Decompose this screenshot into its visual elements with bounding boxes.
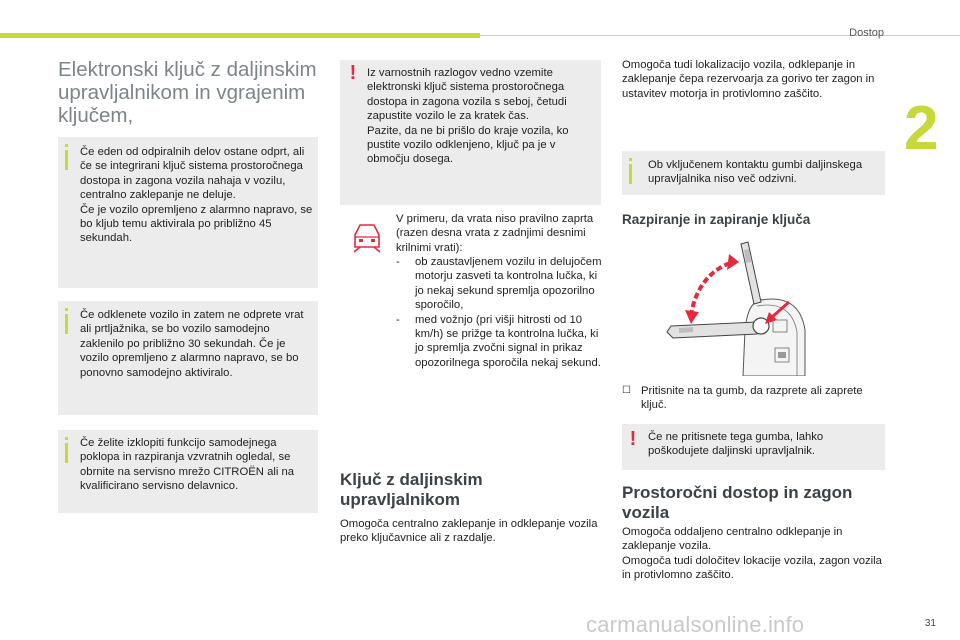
list-item: ☐ Pritisnite na ta gumb, da razprete ali zaprete ključ. — [622, 385, 863, 412]
remote-key-heading: Ključ z daljinskim upravljalnikom — [340, 470, 483, 509]
info-icon — [65, 150, 68, 170]
info-icon — [65, 314, 68, 334]
warning-icon: ! — [629, 428, 637, 450]
chapter-number: 2 — [904, 94, 939, 163]
handsfree-heading: Prostoročni dostop in zagon vozila — [622, 483, 853, 522]
key-fold-illustration — [665, 240, 827, 376]
info-box-3-text: Če želite izklopiti funkcijo samodejnega poklopa in razpiranja vzvratnih ogledal, se obrnite na servisno mrežo CITROËN ali na kvalificirano servisno delavnico. — [80, 437, 295, 493]
remote-key-body: Omogoča centralno zaklepanje in odklepanje vozila preko ključavnice ali z razdalje. — [340, 518, 598, 545]
header-accent-bar — [0, 33, 480, 38]
info-box-4 — [622, 151, 885, 195]
header-rule — [480, 35, 960, 36]
section-label: Dostop — [849, 27, 884, 39]
info-box-1-text: Če eden od odpiralnih delov ostane odprt, ali če se integrirani ključ sistema prostoročnega dostopa in zagona vozila nahaja v vozilu, centralno zaklepanje ne deluje. Če je vozilo opremljeno z alarmno napravo, se bo kljub temu aktivirala po približno 45 sekundah. — [80, 146, 313, 245]
door-open-warning-icon — [352, 220, 382, 254]
bullet-arrow-icon: ☐ — [622, 385, 631, 396]
info-box-2 — [58, 301, 318, 415]
example-list — [396, 255, 604, 370]
warning-box-text: Iz varnostnih razlogov vedno vzemite elektronski ključ sistema prostoročnega dostopa in zagona vozila s seboj, četudi zapustite vozilo le za kratek čas. Pazite, da ne bi prišlo do kraje vozila, ko pustite vozilo odklenjeno, ključ pa je v območju dosega. — [367, 67, 569, 166]
page-number: 31 — [924, 618, 936, 629]
info-box-2-text: Če odklenete vozilo in zatem ne odprete vrat ali prtljažnika, se bo vozilo samodejno zaklenilo po približno 30 sekundah. Če je vozilo opremljeno z alarmno napravo, se bo ponovno samodejno aktiviralo. — [80, 309, 304, 379]
warning-box-2 — [622, 424, 885, 470]
example-intro: V primeru, da vrata niso pravilno zaprta (razen desna vrata z zadnjimi desnimi krilnimi vrati): — [396, 213, 594, 254]
info-box-4-text: Ob vključenem kontaktu gumbi daljinskega upravljalnika niso več odzivni. — [648, 159, 863, 186]
key-fold-instructions — [622, 384, 884, 413]
watermark: carmanualsonline.info — [586, 612, 805, 637]
col3-intro: Omogoča tudi lokalizacijo vozila, odklepanje in zaklepanje čepa rezervoarja za gorivo ter zagon in ustavitev motorja in protivlomno zaščito. — [622, 59, 875, 100]
page-title: Elektronski ključ z daljinskim upravljalnikom in vgrajenim ključem, — [58, 58, 317, 127]
warning-icon: ! — [349, 62, 357, 84]
info-box-3 — [58, 430, 318, 513]
list-item: - med vožnjo (pri višji hitrosti od 10 km/h) se prižge ta kontrolna lučka, ki jo spremlja zvočni signal in prikaz opozorilnega sporočila nekaj sekund. — [396, 313, 601, 369]
info-icon — [65, 443, 68, 463]
key-fold-heading: Razpiranje in zapiranje ključa — [622, 212, 811, 227]
handsfree-body: Omogoča oddaljeno centralno odklepanje in zaklepanje vozila. Omogoča tudi določitev lokacije vozila, zagon vozila in protivlomno zaščito. — [622, 526, 882, 582]
info-box-1 — [58, 137, 318, 288]
list-item: - ob zaustavljenem vozilu in delujočem motorju zasveti ta kontrolna lučka, ki jo nekaj sekund spremlja opozorilno sporočilo, — [396, 256, 602, 312]
warning-box — [340, 60, 601, 205]
info-icon — [629, 164, 632, 184]
warning-box-2-text: Če ne pritisnete tega gumba, lahko poškodujete daljinski upravljalnik. — [648, 431, 824, 458]
